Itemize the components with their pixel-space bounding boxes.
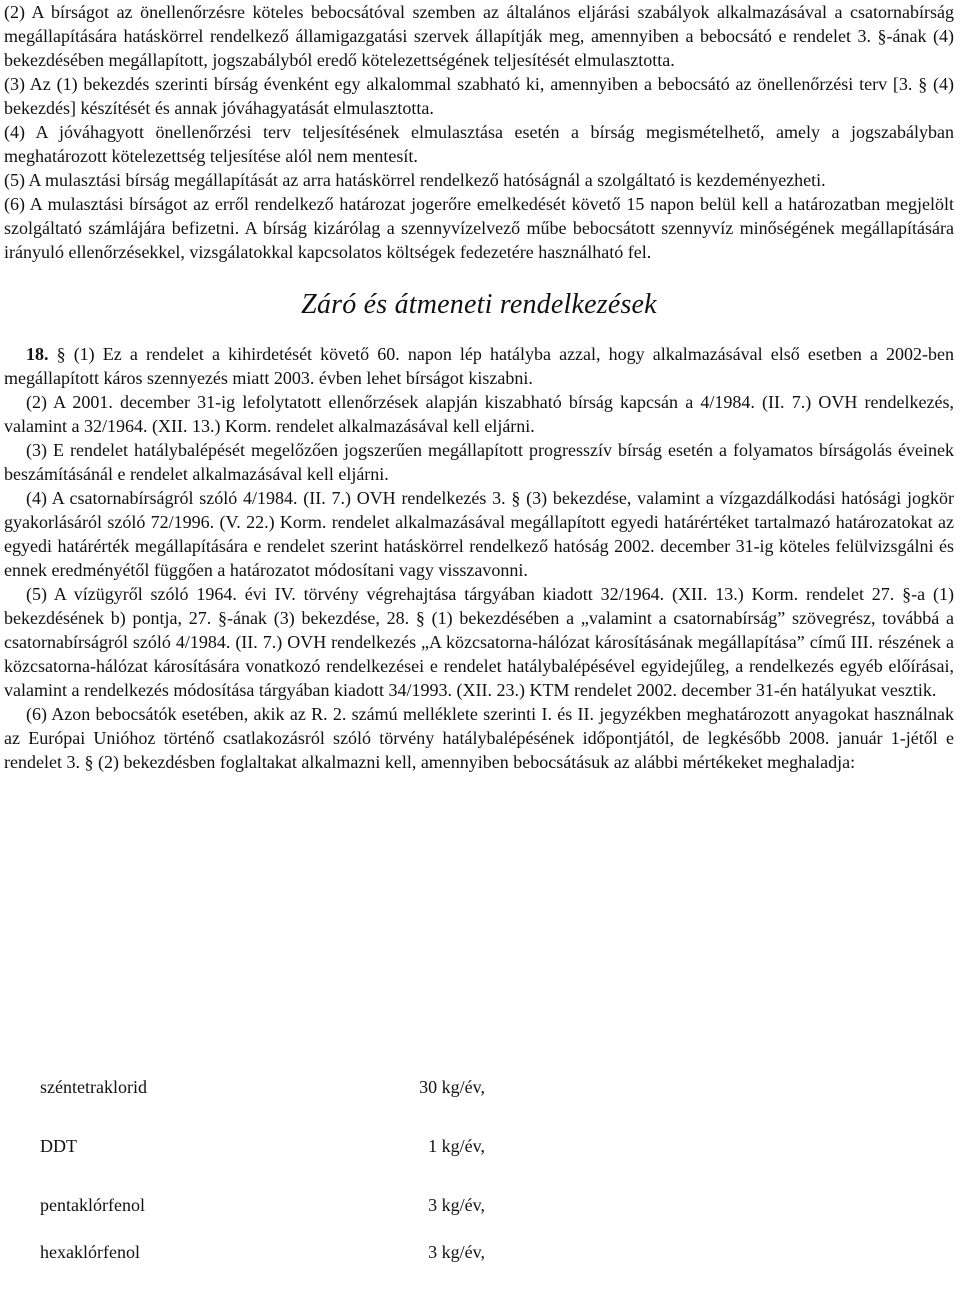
substance-limit: 1 kg/év, — [428, 1136, 485, 1156]
section-18-paragraph-5: (5) A vízügyről szóló 1964. évi IV. törvény végrehajtása tárgyában kiadott 32/1964. (XII. 13.) Korm. rendelet 27. §-a (1) bekezdésének b) pontja, 27. §-ának (3) bekezdése, 28. § (1) bekezdésében a „valamint a csatornabírság” szövegrész, továbbá a csatornabírságról szóló 4/1984. (II. 7.) OVH rendelkezés „A közcsatorna-hálózat károsításának megállapítása” című III. részének a közcsatorna-hálózat károsítására vonatkozó rendelkezései e rendelet hatálybalépésével egyidejűleg, a rendelkezés egyéb előírásai, valamint a rendelkezés módosítása tárgyában kiadott 34/1993. (XII. 23.) KTM rendelet 2002. december 31-én hatályukat vesztik. — [4, 584, 954, 700]
substance-name: hexaklórfenol — [40, 1242, 140, 1262]
document-page — [4, 0, 954, 774]
paragraph-2: (2) A bírságot az önellenőrzésre köteles bebocsátóval szemben az általános eljárási szabályok alkalmazásával a csatornabírság megállapítására hatáskörrel rendelkező államigazgatási szervek állapítják meg, amennyiben a bebocsátó e rendelet 3. §-ának (4) bekezdésében megállapított, jogszabályból eredő kötelezettségének teljesítését elmulasztotta. — [4, 2, 954, 70]
section-number: 18. — [26, 344, 49, 364]
substance-row — [0, 1134, 950, 1158]
top-paragraphs — [4, 0, 954, 264]
substance-limit: 3 kg/év, — [428, 1195, 485, 1215]
substance-limit: 30 kg/év, — [419, 1077, 485, 1097]
section-18-paragraph-1 — [4, 342, 954, 390]
substance-name: széntetraklorid — [40, 1077, 147, 1097]
section-18-paragraph-3: (3) E rendelet hatálybalépését megelőzően jogszerűen megállapított progresszív bírság esetén a folyamatos bírságolás éveinek beszámításánál e rendelet alkalmazásával kell eljárni. — [4, 440, 954, 484]
section-heading: Záró és átmeneti rendelkezések — [301, 289, 657, 320]
substance-row — [0, 1075, 950, 1099]
paragraph-6: (6) A mulasztási bírságot az erről rendelkező határozat jogerőre emelkedését követő 15 napon belül kell a határozatban megjelölt szolgáltató számlájára befizetni. A bírság kizárólag a szennyvízelvező műbe bebocsátott szennyvíz minőségének megállapítására irányuló ellenőrzésekkel, vizsgálatokkal kapcsolatos költségek fedezetére használható fel. — [4, 194, 954, 262]
substance-name: DDT — [40, 1136, 77, 1156]
section-18 — [4, 342, 954, 774]
paragraph-4: (4) A jóváhagyott önellenőrzési terv teljesítésének elmulasztása esetén a bírság megismételhető, amely a jogszabályban meghatározott kötelezettség teljesítése alól nem mentesít. — [4, 122, 954, 166]
substance-row — [0, 1240, 950, 1264]
substance-limit: 3 kg/év, — [428, 1242, 485, 1262]
substance-name: pentaklórfenol — [40, 1195, 145, 1215]
section-18-paragraph-4: (4) A csatornabírságról szóló 4/1984. (II. 7.) OVH rendelkezés 3. § (3) bekezdése, valamint a vízgazdálkodási hatósági jogkör gyakorlásáról szóló 72/1996. (V. 22.) Korm. rendelet alkalmazásával megállapított egyedi határértéket tartalmazó határozatokat az egyedi határérték megállapítására e rendelet szerint hatáskörrel rendelkező hatóság 2002. december 31-ig köteles felülvizsgálni és ennek eredményétől függően a határozatot módosítani vagy visszavonni. — [4, 488, 954, 580]
section-18-paragraph-6: (6) Azon bebocsátók esetében, akik az R. 2. számú melléklete szerinti I. és II. jegyzékben meghatározott anyagokat használnak az Európai Unióhoz történő csatlakozásról szóló törvény hatálybalépésének időpontjától, de legkésőbb 2008. január 1-jétől e rendelet 3. § (2) bekezdésben foglaltakat alkalmazni kell, amennyiben bebocsátásuk az alábbi mértékeket meghaladja: — [4, 704, 954, 772]
section-18-paragraph-2: (2) A 2001. december 31-ig lefolytatott ellenőrzések alapján kiszabható bírság kapcsán a 4/1984. (II. 7.) OVH rendelkezés, valamint a 32/1964. (XII. 13.) Korm. rendelet alkalmazásával kell eljárni. — [4, 392, 954, 436]
section-18-p1-text: § (1) Ez a rendelet a kihirdetését követő 60. napon lép hatályba azzal, hogy alkalmazásával első esetben a 2002-ben megállapított káros szennyezés miatt 2003. évben lehet bírságot kiszabni. — [4, 344, 954, 388]
paragraph-5: (5) A mulasztási bírság megállapítását az arra hatáskörrel rendelkező hatóságnál a szolgáltató is kezdeményezheti. — [4, 170, 826, 190]
substance-row — [0, 1193, 950, 1217]
paragraph-3: (3) Az (1) bekezdés szerinti bírság évenként egy alkalommal szabható ki, amennyiben a bebocsátó az önellenőrzési terv [3. § (4) bekezdés] készítését és annak jóváhagyatását elmulasztotta. — [4, 74, 954, 118]
